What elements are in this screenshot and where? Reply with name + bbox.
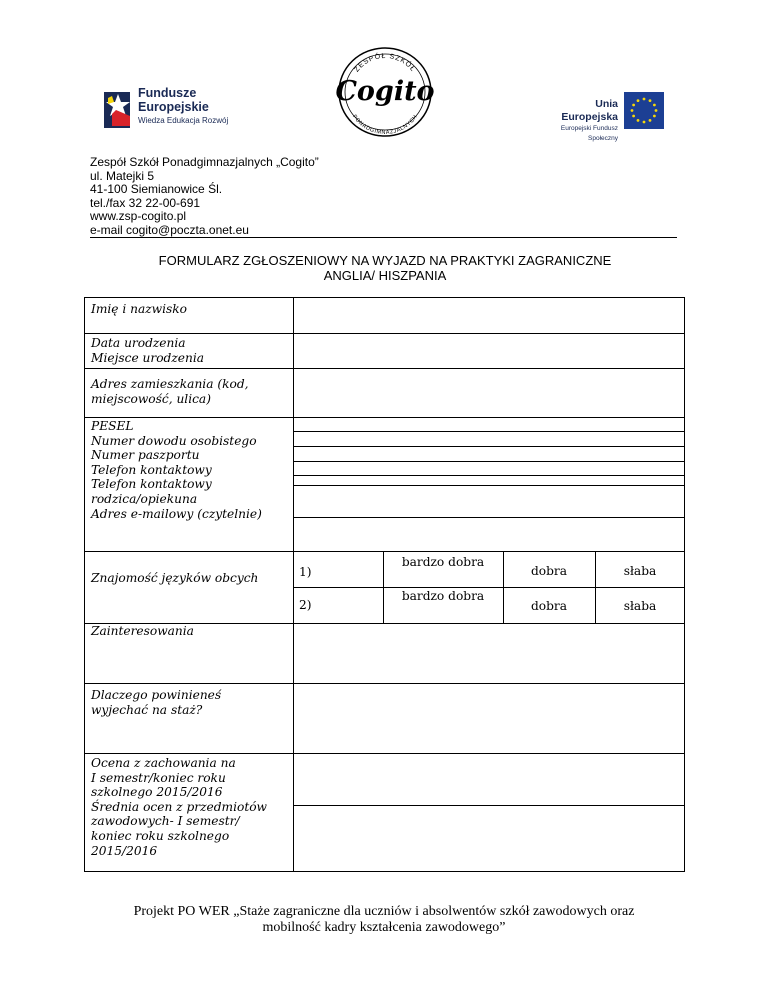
label-interests: [91, 624, 194, 639]
label-languages-text: Znajomość języków obcych: [91, 571, 259, 585]
form-title-line1: FORMULARZ ZGŁOSZENIOWY NA WYJAZD NA PRAKTYKI ZAGRANICZNE: [158, 253, 612, 268]
row-line: [85, 683, 293, 684]
label-parent-phone-line2: rodzica/opiekuna: [91, 491, 198, 506]
cogito-seal: [333, 44, 437, 140]
footer-line2: mobilność kadry kształcenia zawodowego”: [262, 920, 506, 935]
input-interests[interactable]: [294, 624, 684, 683]
row-line: [293, 587, 684, 588]
row-line: [85, 417, 293, 418]
label-behaviour-line1: Ocena z zachowania na: [91, 756, 236, 770]
label-name: [91, 302, 187, 317]
row-line: [85, 368, 293, 369]
footer-line1: Projekt PO WER „Staże zagraniczne dla uczniów i absolwentów szkół zawodowych oraz: [133, 904, 635, 919]
input-why[interactable]: [294, 684, 684, 753]
school-email: e-mail cogito@poczta.onet.eu: [90, 222, 249, 237]
label-avg-line1: Średnia ocen z przedmiotów: [91, 799, 267, 814]
label-birth-place: Miejsce urodzenia: [91, 350, 204, 365]
row-line: [293, 431, 684, 432]
input-average[interactable]: [294, 806, 684, 871]
label-interests-text: Zainteresowania: [91, 624, 194, 638]
lang-2-weak[interactable]: słaba: [623, 599, 657, 613]
label-pesel: PESEL: [91, 419, 134, 433]
fe-text: [138, 86, 228, 127]
cogito-bottom-arc: PONADGIMNAZJALNYCH: [351, 113, 419, 137]
label-phone: Telefon kontaktowy: [91, 462, 212, 477]
label-avg-line3: koniec roku szkolnego: [91, 828, 230, 843]
input-name[interactable]: [294, 299, 684, 333]
row-line: [293, 461, 684, 462]
eu-flag-icon: [624, 92, 664, 129]
label-avg-line4: 2015/2016: [91, 843, 158, 858]
lang-1-weak[interactable]: słaba: [623, 564, 657, 578]
label-address-line1: Adres zamieszkania (kod,: [91, 377, 249, 391]
header-divider: [90, 237, 677, 238]
school-www: www.zsp-cogito.pl: [90, 209, 187, 223]
fe-line1: Fundusze: [138, 86, 197, 100]
application-form-table: [84, 297, 685, 872]
label-birth-date: Data urodzenia: [91, 336, 186, 350]
form-title: [90, 253, 680, 283]
lang-2-good[interactable]: dobra: [530, 599, 568, 613]
cogito-logo: [333, 44, 437, 140]
school-city: 41-100 Siemianowice Śl.: [90, 182, 223, 196]
row-line: [293, 517, 684, 518]
row-line: [293, 551, 684, 552]
label-birth: [91, 336, 204, 365]
row-line: [293, 446, 684, 447]
lang-1-number: 1): [299, 565, 312, 579]
unia-europejska-logo: [548, 92, 664, 142]
input-address[interactable]: [294, 369, 684, 417]
form-title-line2: ANGLIA/ HISZPANIA: [323, 268, 447, 283]
school-phone: tel./fax 32 22-00-691: [90, 195, 201, 210]
row-line: [85, 753, 293, 754]
fe-star-emblem: [104, 86, 134, 132]
fe-line2: Europejskie: [138, 100, 209, 114]
label-parent-phone-line1: Telefon kontaktowy: [91, 477, 212, 492]
label-avg-line2: zawodowych- I semestr/: [91, 814, 240, 829]
cogito-top-arc: ZESPÓŁ SZKÓŁ: [353, 52, 417, 74]
project-footer: [84, 904, 684, 936]
label-personal-block: [91, 419, 262, 521]
fe-line3: Wiedza Edukacja Rozwój: [138, 116, 229, 125]
ue-line2: Europejski Fundusz Społeczny: [560, 125, 618, 142]
lang-2-very-good[interactable]: bardzo dobra: [401, 589, 485, 603]
school-street: ul. Matejki 5: [90, 168, 155, 183]
fundusze-europejskie-logo: [104, 86, 254, 132]
row-line: [85, 333, 293, 334]
label-languages: [91, 571, 258, 586]
label-why-line2: wyjechać na staż?: [91, 702, 203, 717]
school-address: [90, 156, 319, 237]
label-address-line2: miejscowość, ulica): [91, 391, 211, 406]
label-name-text: Imię i nazwisko: [91, 302, 187, 316]
ue-line1: Unia Europejska: [561, 98, 618, 123]
label-email: Adres e-mailowy (czytelnie): [91, 506, 262, 521]
row-line: [293, 485, 684, 486]
row-line: [293, 475, 684, 476]
label-why: [91, 688, 221, 717]
label-grades: [91, 756, 267, 858]
cogito-name: Cogito: [335, 76, 435, 107]
lang-1-very-good[interactable]: bardzo dobra: [401, 555, 485, 569]
input-birth[interactable]: [294, 334, 684, 368]
row-line: [293, 417, 684, 418]
lang-2-number: 2): [299, 598, 312, 612]
label-passport: Numer paszportu: [91, 448, 200, 463]
ue-text: [548, 98, 618, 144]
label-address: [91, 377, 249, 406]
label-behaviour-line3: szkolnego 2015/2016: [91, 785, 223, 800]
row-line: [85, 551, 293, 552]
input-behaviour[interactable]: [294, 754, 684, 805]
school-name: Zespół Szkół Ponadgimnazjalnych „Cogito”: [90, 155, 319, 169]
label-id-card: Numer dowodu osobistego: [91, 433, 257, 448]
lang-1-good[interactable]: dobra: [530, 564, 568, 578]
label-why-line1: Dlaczego powinieneś: [91, 688, 222, 702]
label-behaviour-line2: I semestr/koniec roku: [91, 770, 226, 785]
